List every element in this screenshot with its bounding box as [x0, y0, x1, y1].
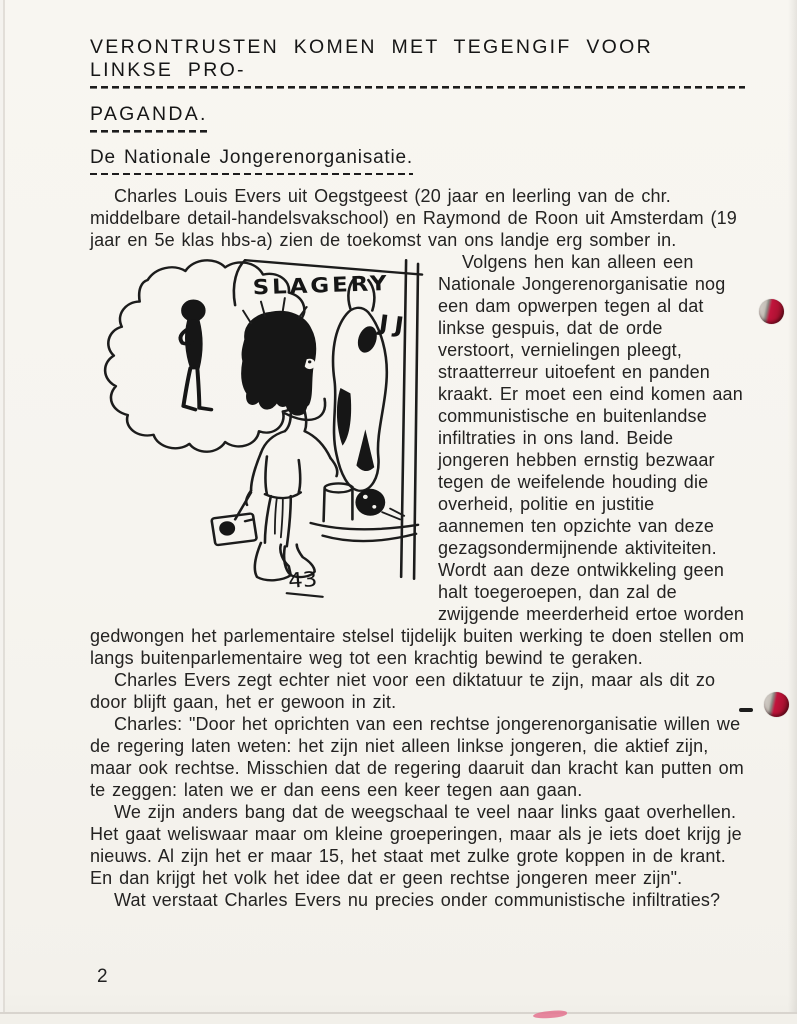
paragraph-question: Wat verstaat Charles Evers nu precies onder communistische infiltraties? — [114, 890, 721, 910]
paragraph-quote-charles: Charles: "Door het oprichten van een rechtse jongerenorganisatie willen we de regering laten weten: het zijn niet alleen linkse jongeren, die aktief zijn, maar ook rechtse. Misschien dat de regering daaruit dan kracht kan putten om te zeggen: laten we er dan eens een keer tegen aan gaan. — [90, 714, 744, 800]
long-haired-man — [211, 298, 337, 580]
sign-hanging-letters: JJ — [377, 309, 412, 340]
door-frame — [401, 260, 418, 579]
sign-board — [234, 260, 245, 305]
cartoon-drawing — [86, 253, 424, 613]
dream-figure — [180, 301, 211, 410]
stray-ink-dash — [739, 708, 753, 712]
slagerij-sign-text: SLAGERY — [252, 272, 390, 301]
paragraph-main: Volgens hen kan alleen een Nationale Jongerenorganisatie nog een dam opwerpen tegen al dat linkse gespuis, dat de orde verstoort, vernielingen pleegt, straatterreur uitoefent en panden kraakt. Er moet een eind komen aan communistische en buitenlandse infiltraties in ons land. Beide jongeren hebben ernstig bezwaar tegen de weifelende houding die overheid, politie en justitie aannemen ten opzichte van deze gezagsondermijnende aktiviteiten. Wordt aan deze ontwikkeling geen halt toegeroepen, dan zal de zwijgende meerderheid ertoe worden gedwongen het parlementaire stelsel tijdelijk buiten werking te doen stellen om langs buitenparlementaire weg tot een krachtig bewind te geraken. — [90, 252, 745, 668]
paragraph-intro: Charles Louis Evers uit Oegstgeest (20 jaar en leerling van de chr. middelbare detail-handelsvakschool) en Raymond de Roon uit Amsterdam (19 jaar en 5e klas hbs-a) zien de toekomst van ons landje erg somber in. — [90, 186, 737, 250]
article-title-text-2: PAGANDA. — [90, 103, 208, 133]
butcher-shop-cartoon — [86, 253, 424, 613]
article-title-line-1 — [90, 36, 745, 89]
binding-grommet-bottom — [764, 692, 789, 717]
page-bottom-margin — [0, 1014, 797, 1024]
artist-signature: 43 — [287, 567, 319, 594]
article-title-text-1: VERONTRUSTEN KOMEN MET TEGENGIF VOOR LINKSE PRO- — [90, 36, 745, 89]
paragraph-weegschaal: We zijn anders bang dat de weegschaal te veel naar links gaat overhellen. Het gaat weliswaar maar om kleine groeperingen, maar als je iets doet krijg je nieuws. Al zijn het er maar 15, het staat met zulke grote koppen in de krant. En dan krijgt het volk het idee dat er geen rechtse jongeren meer zijn". — [90, 802, 742, 888]
article-subtitle-text: De Nationale Jongerenorganisatie. — [90, 147, 413, 175]
hanging-meat — [333, 278, 387, 491]
article-subtitle — [90, 147, 745, 175]
page-number: 2 — [97, 966, 109, 987]
article-title-line-2 — [90, 103, 745, 133]
paragraph-diktatuur: Charles Evers zegt echter niet voor een diktatuur te zijn, maar als dit zo door blijft gaan, het er gewoon in zit. — [90, 670, 716, 712]
binding-grommet-top — [759, 299, 784, 324]
signature-underline — [287, 593, 323, 597]
